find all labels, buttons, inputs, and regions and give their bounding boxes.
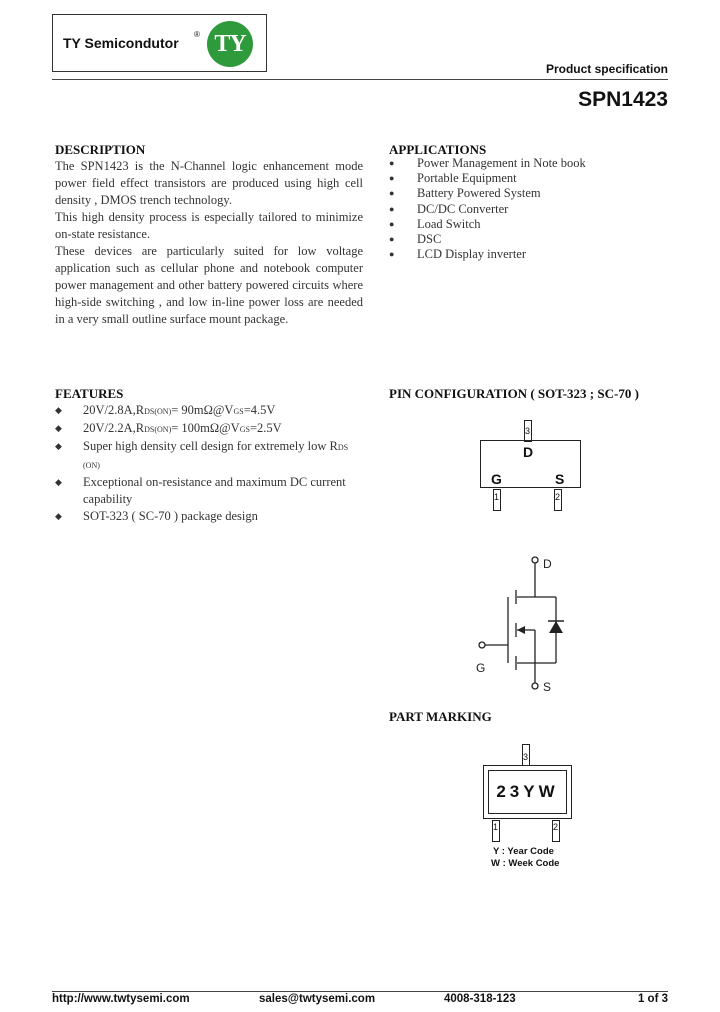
source-terminal <box>532 683 538 689</box>
footer-website[interactable]: http://www.twtysemi.com <box>52 993 190 1005</box>
mark-pin-3-label: 3 <box>523 752 529 762</box>
header-divider <box>52 79 668 80</box>
logo-badge: TY <box>207 21 253 67</box>
features-heading: FEATURES <box>55 386 124 401</box>
company-name: TY Semicondutor <box>63 35 179 51</box>
description-body <box>55 158 363 328</box>
drain-terminal <box>532 557 538 563</box>
list-item: ◆ 20V/2.2A,RDS(ON)= 100mΩ@VGS=2.5V <box>55 420 355 438</box>
gate-label: G <box>476 661 486 675</box>
list-item: ◆ SOT-323 ( SC-70 ) package design <box>55 508 355 525</box>
drain-label: D <box>543 557 552 571</box>
footer-page: 1 of 3 <box>637 993 668 1005</box>
marking-code: 23YW <box>488 770 567 814</box>
applications-heading: APPLICATIONS <box>389 142 487 157</box>
registered-mark: ® <box>194 30 200 39</box>
pin-config-heading: PIN CONFIGURATION ( SOT-323 ; SC-70 ) <box>389 386 639 401</box>
footer-divider <box>52 991 668 992</box>
list-item: ● DSC <box>389 232 586 247</box>
pin-1-label: 1 <box>494 492 500 502</box>
part-marking-heading: PART MARKING <box>389 709 492 724</box>
description-paragraph: These devices are particularly suited for low voltage application such as cellular phone and notebook computer power management and other battery powered circuits where high-side switching , and low in-line power loss are needed in a very small outline surface mount package. <box>55 244 363 326</box>
mark-pin-2-label: 2 <box>553 822 559 832</box>
list-item: ● LCD Display inverter <box>389 247 586 262</box>
legend-year: Y : Year Code <box>493 846 554 857</box>
description-paragraph: The SPN1423 is the N-Channel logic enhancement mode power field effect transistors are produced using high cell density , DMOS trench technology. <box>55 159 363 207</box>
footer-email[interactable]: sales@twtysemi.com <box>259 993 376 1005</box>
list-item: ◆ Exceptional on-resistance and maximum DC current capability <box>55 474 355 508</box>
list-item: ● Load Switch <box>389 217 586 232</box>
description-paragraph: This high density process is especially tailored to minimize on-state resistance. <box>55 210 363 241</box>
pin-2-label: 2 <box>555 492 561 502</box>
pin-g-label: G <box>491 471 502 487</box>
doc-type: Product specification <box>545 62 668 76</box>
pin-d-label: D <box>523 444 534 460</box>
list-item: ● Power Management in Note book <box>389 156 586 171</box>
applications-list <box>389 156 586 262</box>
list-item: ◆ Super high density cell design for extremely low RDS (ON) <box>55 438 355 474</box>
mark-pin-1-label: 1 <box>493 822 499 832</box>
source-label: S <box>543 680 552 694</box>
features-list <box>55 402 355 525</box>
pin-3-label: 3 <box>525 426 531 436</box>
list-item: ● Portable Equipment <box>389 171 586 186</box>
company-logo <box>52 14 267 72</box>
legend-week: W : Week Code <box>491 858 560 869</box>
mosfet-symbol <box>470 550 610 700</box>
list-item: ● DC/DC Converter <box>389 202 586 217</box>
list-item: ● Battery Powered System <box>389 186 586 201</box>
pin-s-label: S <box>555 471 565 487</box>
footer-phone: 4008-318-123 <box>444 993 516 1005</box>
part-number: SPN1423 <box>578 88 668 111</box>
description-heading: DESCRIPTION <box>55 142 146 157</box>
list-item: ◆ 20V/2.8A,RDS(ON)= 90mΩ@VGS=4.5V <box>55 402 355 420</box>
gate-terminal <box>479 642 485 648</box>
